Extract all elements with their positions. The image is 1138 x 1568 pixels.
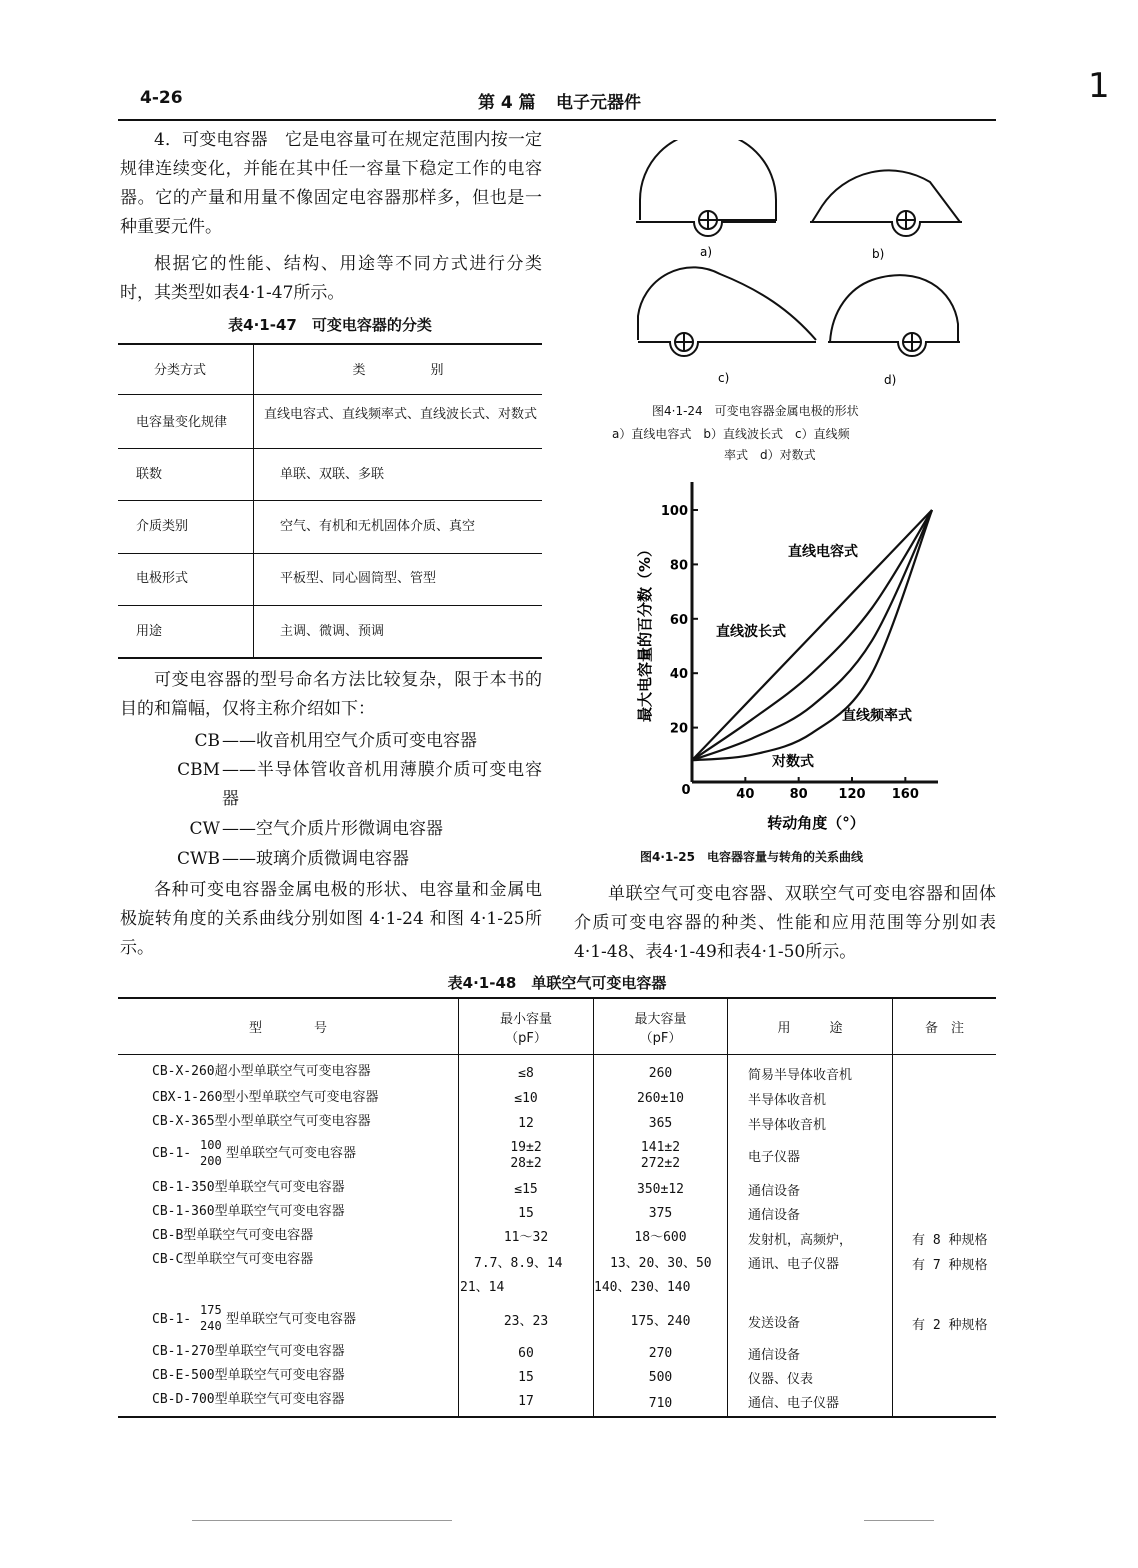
table48-r2-use: 半导体收音机 [748,1093,827,1108]
table48-r2-model: CBX-1-260型小型单联空气可变电容器 [152,1090,379,1105]
table48-r12-use: 通信、电子仪器 [748,1396,840,1411]
table48-r4-min: 19±2 [510,1140,542,1155]
table48-header-min-2: （pF） [505,1031,547,1046]
table48-r12-max: 710 [648,1396,673,1411]
fig24-subcaption-2: 率式 d）对数式 [724,448,816,462]
table48-header-max-2: （pF） [639,1031,682,1046]
table48-r7-use: 发射机，高频炉， [748,1233,853,1248]
table48-r11-use: 仪器、仪表 [748,1372,814,1387]
table48-r9-model-suffix: 型单联空气可变电容器 [226,1312,357,1327]
y-tick-label-40: 40 [669,667,688,683]
electrode-shape-b [810,170,962,236]
naming-desc-cw: ——空气介质片形微调电容器 [222,819,443,839]
table47-row1-category: 直线电容式、直线频率式、直线波长式、对数式 [264,407,538,422]
table47-row5-category: 主调、微调、预调 [280,624,385,639]
table48-r9-note: 有 2 种规格 [912,1318,988,1333]
table47-row5-method: 用途 [136,624,163,639]
fig25-caption: 图4·1-25 电容器容量与转角的关系曲线 [640,850,863,864]
chart-y-label: 最大电容量的百分数（%） [636,541,654,723]
table48-r9-model-prefix: CB-1- [152,1312,192,1327]
table48-r11-model: CB-E-500型单联空气可变电容器 [152,1368,345,1383]
capacitance-angle-chart [620,470,960,840]
table47-row3-method: 介质类别 [136,519,189,534]
table48-r8-use: 通讯、电子仪器 [748,1257,840,1272]
table48-r7-model: CB-B型单联空气可变电容器 [152,1228,314,1243]
table48-r4-use: 电子仪器 [748,1150,801,1165]
naming-code-cw: CW [189,819,220,839]
scan-mark-1 [192,1520,452,1521]
naming-code-cwb: CWB [177,849,220,869]
table48-r3-min: 12 [518,1116,534,1131]
table48-r4-model-den: 200 [200,1154,222,1168]
table48-title: 表4·1-48 单联空气可变电容器 [447,974,667,992]
table48-r10-model: CB-1-270型单联空气可变电容器 [152,1344,345,1359]
y-tick-label-100: 100 [660,504,688,519]
naming-intro: 可变电容器的型号命名方法比较复杂，限于本书的目的和篇幅，仅将主称介绍如下： [120,670,542,719]
table48-header-note: 备 注 [924,1021,964,1036]
section-title: 电子元器件 [556,93,641,113]
x-tick-label-0: 0 [681,783,691,798]
table48-r7-note: 有 8 种规格 [912,1233,988,1248]
series-label-4: 对数式 [772,754,814,770]
header-rule [118,119,996,121]
fig24-label-b: b) [872,247,885,261]
naming-desc-cb: ——收音机用空气介质可变电容器 [222,731,477,751]
y-tick-label-80: 80 [669,558,688,574]
fig24-subcaption-1: a）直线电容式 b）直线波长式 c）直线频 [612,427,850,441]
naming-desc-cwb: ——玻璃介质微调电容器 [222,849,409,869]
table48-r5-max: 350±12 [637,1182,684,1197]
table48-header-use: 用 途 [777,1021,843,1036]
table48-r4-max: 141±2 [640,1140,681,1155]
page-number: 4-26 [140,88,183,108]
table48-r9-model-num: 175 [200,1303,222,1317]
naming-code-cbm: CBM [177,760,220,780]
table48-r1-use: 简易半导体收音机 [748,1068,853,1083]
table48-header-model: 型 号 [248,1021,327,1036]
table48-r11-min: 15 [518,1370,534,1385]
table48-r9-min: 23、23 [503,1314,549,1329]
table47-row2-category: 单联、双联、多联 [280,467,385,482]
table48-r7-max: 18～600 [634,1230,687,1245]
table48-r9-model-den: 240 [200,1319,222,1333]
table47-row4-method: 电极形式 [136,571,189,586]
table47-row1-method: 电容量变化规律 [136,415,228,430]
chart-x-label: 转动角度（°） [767,814,865,832]
table48-r9-max: 175、240 [630,1314,691,1329]
table47-row4-category: 平板型、同心圆筒型、管型 [280,571,437,586]
electrode-shape-d [828,275,960,356]
scan-mark-2 [864,1520,934,1521]
series-label-3: 直线频率式 [842,708,912,724]
table48-r2-max: 260±10 [637,1091,684,1106]
naming-code-cb: CB [194,731,220,751]
table48-r4-model-suffix: 型单联空气可变电容器 [226,1146,357,1161]
table48-r10-use: 通信设备 [748,1348,801,1363]
table48-r3-max: 365 [648,1116,673,1131]
table48-r6-min: 15 [518,1206,534,1221]
naming-outro: 各种可变电容器金属电极的形状、电容量和金属电极旋转角度的关系曲线分别如图 4·1-24 和图 4·1-25所示。 [120,880,542,958]
table48-r1-min: ≤8 [518,1066,534,1081]
x-tick-label-40: 40 [736,787,755,802]
intro-paragraph-2: 根据它的性能、结构、用途等不同方式进行分类时，其类型如表4·1-47所示。 [120,254,542,303]
electrode-shape-c [638,267,816,356]
table48-r12-model: CB-D-700型单联空气可变电容器 [152,1392,345,1407]
y-tick-label-20: 20 [669,721,688,737]
section-label: 第 4 篇 [478,93,536,113]
table48-r8-min: 7.7、8.9、14 [474,1256,563,1271]
table48-r6-model: CB-1-360型单联空气可变电容器 [152,1204,345,1219]
right-paragraph: 单联空气可变电容器、双联空气可变电容器和固体介质可变电容器的种类、性能和应用范围等分别如表4·1-48、表4·1-49和表4·1-50所示。 [574,884,996,962]
table48-r5-use: 通信设备 [748,1184,801,1199]
table48-r1-max: 260 [648,1066,673,1081]
table48-r8-max2: 140、230、140 [594,1280,691,1295]
series-label-2: 直线波长式 [716,624,786,640]
table48-r7-min: 11～32 [503,1230,549,1245]
fig24-caption: 图4·1-24 可变电容器金属电极的形状 [652,404,859,418]
x-tick-label-120: 120 [838,787,866,802]
table48-r8-max: 13、20、30、50 [610,1256,712,1271]
electrode-shapes-figure [620,140,980,400]
table48-r2-min: ≤10 [514,1091,538,1106]
table48-r4-max2: 272±2 [640,1156,681,1171]
table48-r5-min: ≤15 [514,1182,538,1197]
x-tick-label-80: 80 [789,787,808,802]
table48-r3-model: CB-X-365型小型单联空气可变电容器 [152,1114,371,1129]
table47-row3-category: 空气、有机和无机固体介质、真空 [280,519,476,534]
naming-desc-cbm: ——半导体管收音机用薄膜介质可变电容器 [222,760,542,809]
fig24-label-d: d) [884,373,897,387]
table48-r11-max: 500 [648,1370,673,1385]
table47-header-category: 类 别 [352,363,444,378]
table48-header-min-1: 最小容量 [499,1012,552,1027]
table48-r1-model: CB-X-260超小型单联空气可变电容器 [152,1064,371,1079]
table47-row2-method: 联数 [136,467,163,482]
table48-r9-use: 发送设备 [748,1316,801,1331]
fig24-label-a: a) [700,245,713,259]
y-tick-label-60: 60 [669,612,688,628]
table48-r8-note: 有 7 种规格 [912,1258,988,1273]
table48-r6-max: 375 [648,1206,673,1221]
table48-r8-model: CB-C型单联空气可变电容器 [152,1252,314,1267]
electrode-shape-a [636,140,776,236]
fig24-label-c: c) [718,371,730,385]
corner-mark: 1 [1088,66,1110,106]
table48-r10-min: 60 [518,1346,534,1361]
table48-r3-use: 半导体收音机 [748,1118,827,1133]
table47-title: 表4·1-47 可变电容器的分类 [228,316,432,334]
table48-r4-model-num: 100 [200,1138,222,1152]
table47-header-method: 分类方式 [154,363,207,378]
table48-r8-min2: 21、14 [460,1280,505,1295]
table48-r6-use: 通信设备 [748,1208,801,1223]
table48-r10-max: 270 [648,1346,673,1361]
intro-paragraph-1: 4．可变电容器 它是电容量可在规定范围内按一定规律连续变化，并能在其中任一容量下稳定工作的电容器。它的产量和用量不像固定电容器那样多，但也是一种重要元件。 [120,130,542,237]
table48-r12-min: 17 [518,1394,534,1409]
series-label-1: 直线电容式 [788,544,858,560]
x-tick-label-160: 160 [891,787,919,802]
table48-r5-model: CB-1-350型单联空气可变电容器 [152,1180,345,1195]
table48-r4-min2: 28±2 [510,1156,542,1171]
table48-r4-model-prefix: CB-1- [152,1146,192,1161]
table48-header-max-1: 最大容量 [634,1012,687,1027]
